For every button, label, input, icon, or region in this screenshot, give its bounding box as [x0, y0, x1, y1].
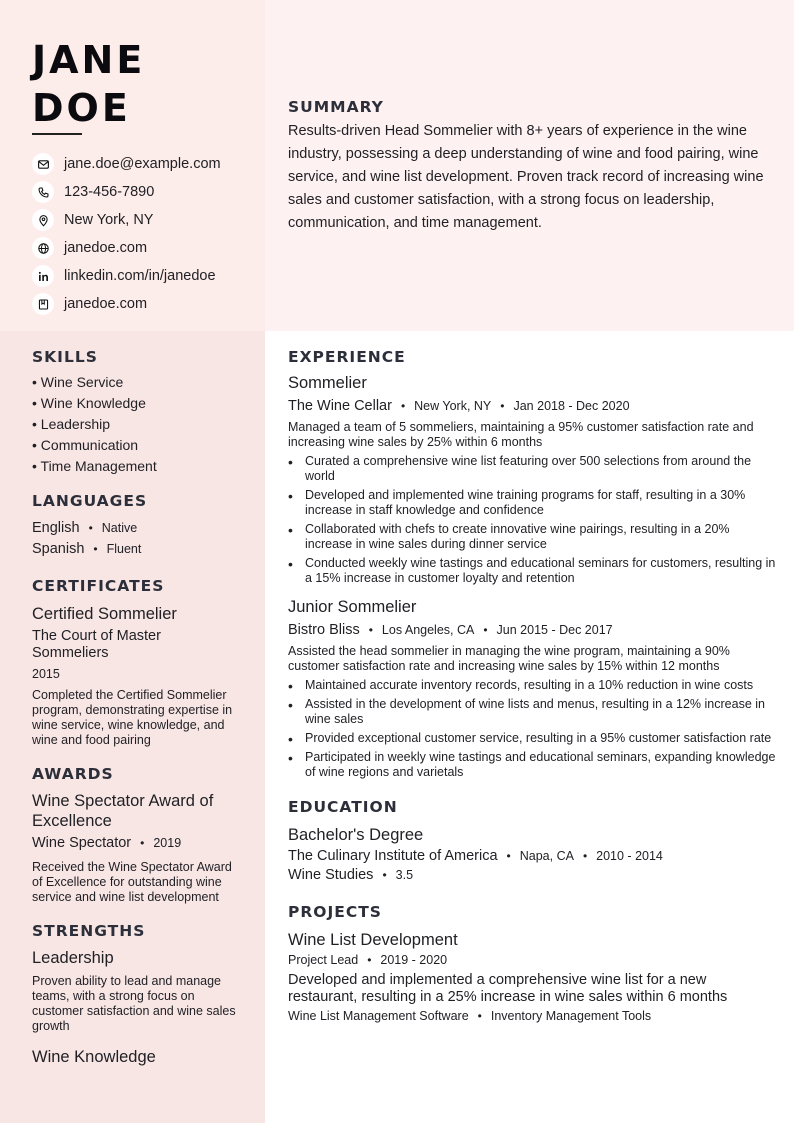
- awards-title: AWARDS: [32, 765, 114, 783]
- skills-section: [32, 348, 237, 477]
- certificate-description: Completed the Certified Sommelier program, demonstrating expertise in wine service, wine knowledge, and wine and food pairing: [32, 688, 233, 747]
- job-entry: [288, 596, 778, 780]
- list-item: • Time Management: [32, 458, 157, 474]
- project-dates: 2019 - 2020: [380, 953, 448, 967]
- list-item: • Collaborated with chefs to create innovative wine pairings, resulting in a 20% increase in wine sales during dinner service: [288, 522, 778, 552]
- language-name: English: [32, 520, 80, 536]
- contact-portfolio[interactable]: [32, 290, 221, 318]
- project-tool: Wine List Management Software: [288, 1009, 469, 1023]
- contact-email-text: jane.doe@example.com: [64, 156, 221, 172]
- strengths-section: [32, 922, 237, 1067]
- job-summary: Assisted the head sommelier in managing the wine program, maintaining a 90% customer satisfaction rate and increasing wine sales by 15% within 12 months: [288, 644, 730, 673]
- globe-icon: [32, 237, 54, 259]
- experience-title: EXPERIENCE: [288, 348, 406, 366]
- list-item: • Participated in weekly wine tastings and educational seminars, expanding knowledge of wine regions and varietals: [288, 750, 778, 780]
- education-section: [288, 798, 778, 883]
- list-item: • Wine Knowledge: [32, 395, 146, 411]
- education-meta: The Culinary Institute of America • Napa, CA • 2010 - 2014: [288, 848, 663, 864]
- list-item: • Developed and implemented wine training programs for staff, resulting in a 30% increase in staff knowledge and confidence: [288, 488, 778, 518]
- summary-title: SUMMARY: [288, 98, 384, 116]
- education-gpa: 3.5: [395, 868, 414, 882]
- job-dates: Jan 2018 - Dec 2020: [513, 399, 630, 413]
- contact-website[interactable]: [32, 234, 221, 262]
- language-level: Native: [101, 521, 138, 535]
- project-tools: Wine List Management Software • Inventory Management Tools: [288, 1009, 652, 1023]
- list-item: • Conducted weekly wine tastings and educational seminars for customers, resulting in a 15% increase in customer loyalty and retention: [288, 556, 778, 586]
- name-divider: [32, 133, 82, 135]
- strengths-title: STRENGTHS: [32, 922, 146, 940]
- certificate-year: 2015: [32, 667, 60, 681]
- contact-linkedin[interactable]: [32, 262, 221, 290]
- award-name: Wine Spectator Award of Excellence: [32, 792, 214, 830]
- list-item: • Maintained accurate inventory records, resulting in a 10% reduction in wine costs: [288, 678, 778, 693]
- contact-email[interactable]: [32, 150, 221, 178]
- last-name: DOE: [32, 86, 131, 130]
- contact-location: [32, 206, 221, 234]
- strength-description: Proven ability to lead and manage teams, with a strong focus on customer satisfaction and wine sales growth: [32, 974, 236, 1033]
- project-description: Developed and implemented a comprehensive wine list for a new restaurant, resulting in a 25% increase in wine sales within 6 months: [288, 972, 728, 1005]
- certificate-name: Certified Sommelier: [32, 605, 177, 623]
- list-item: • Communication: [32, 437, 139, 453]
- language-row: Spanish • Fluent: [32, 539, 237, 560]
- bookmark-icon: [32, 293, 54, 315]
- education-dates: 2010 - 2014: [596, 849, 663, 863]
- list-item: • Leadership: [32, 416, 111, 432]
- job-dates: Jun 2015 - Dec 2017: [496, 623, 613, 637]
- project-name: Wine List Development: [288, 931, 458, 949]
- award-description: Received the Wine Spectator Award of Excellence for outstanding wine service and wine list development: [32, 860, 232, 904]
- education-location: Napa, CA: [519, 849, 574, 863]
- award-issuer: Wine Spectator: [32, 835, 132, 851]
- strength-name: Leadership: [32, 949, 114, 967]
- job-bullets: [288, 678, 778, 780]
- award-meta: Wine Spectator • 2019: [32, 833, 237, 854]
- education-field: Wine Studies: [288, 867, 374, 883]
- job-location: New York, NY: [414, 399, 492, 413]
- project-tool: Inventory Management Tools: [490, 1009, 652, 1023]
- job-company: Bistro Bliss: [288, 622, 360, 638]
- job-location: Los Angeles, CA: [381, 623, 475, 637]
- summary-text: Results-driven Head Sommelier with 8+ years of experience in the wine industry, possessing a deep understanding of wine and food pairing, wine service, and wine list development. Proven track record of increasing wine sales and customer satisfaction, with a strong focus on leadership, communication, and time management.: [288, 123, 764, 231]
- list-item: • Assisted in the development of wine lists and menus, resulting in a 12% increase in wine sales: [288, 697, 778, 727]
- language-row: English • Native: [32, 518, 237, 539]
- contact-linkedin-text: linkedin.com/in/janedoe: [64, 268, 216, 284]
- certificate-issuer: The Court of Master Sommeliers: [32, 628, 161, 661]
- contact-website-text: janedoe.com: [64, 240, 148, 256]
- contact-location-text: New York, NY: [64, 212, 154, 228]
- list-item: • Wine Service: [32, 374, 124, 390]
- education-school: The Culinary Institute of America: [288, 848, 498, 864]
- projects-section: [288, 903, 778, 1023]
- contact-list: [32, 150, 221, 318]
- language-level: Fluent: [106, 542, 142, 556]
- job-meta: The Wine Cellar • New York, NY • Jan 2018 - Dec 2020: [288, 398, 630, 414]
- phone-icon: [32, 181, 54, 203]
- location-pin-icon: [32, 209, 54, 231]
- skills-list: [32, 372, 237, 477]
- education-degree: Bachelor's Degree: [288, 826, 424, 844]
- language-name: Spanish: [32, 541, 85, 557]
- job-meta: Bistro Bliss • Los Angeles, CA • Jun 2015 - Dec 2017: [288, 622, 613, 638]
- experience-section: [288, 348, 778, 780]
- first-name: JANE: [32, 38, 146, 82]
- projects-title: PROJECTS: [288, 903, 382, 921]
- email-icon: [32, 153, 54, 175]
- job-title: Junior Sommelier: [288, 598, 417, 616]
- education-title: EDUCATION: [288, 798, 398, 816]
- summary-section: [288, 98, 778, 235]
- job-bullets: [288, 454, 778, 586]
- linkedin-icon: [32, 265, 54, 287]
- job-entry: [288, 372, 778, 586]
- certificates-section: [32, 577, 237, 748]
- certificates-title: CERTIFICATES: [32, 577, 165, 595]
- award-year: 2019: [153, 836, 182, 850]
- contact-phone-text: 123-456-7890: [64, 184, 155, 200]
- education-field-row: Wine Studies • 3.5: [288, 867, 414, 883]
- job-summary: Managed a team of 5 sommeliers, maintaining a 95% customer satisfaction rate and increasing wine sales by 25% within 6 months: [288, 420, 754, 449]
- languages-title: LANGUAGES: [32, 492, 148, 510]
- awards-section: [32, 765, 237, 905]
- skills-title: SKILLS: [32, 348, 98, 366]
- list-item: • Provided exceptional customer service, resulting in a 95% customer satisfaction rate: [288, 731, 778, 746]
- project-meta: Project Lead • 2019 - 2020: [288, 953, 448, 967]
- sidebar-content: [32, 348, 237, 1067]
- candidate-name: [32, 36, 252, 132]
- contact-portfolio-text: janedoe.com: [64, 296, 148, 312]
- job-company: The Wine Cellar: [288, 398, 392, 414]
- job-title: Sommelier: [288, 374, 367, 392]
- main-content: [288, 348, 778, 1023]
- list-item: • Curated a comprehensive wine list featuring over 500 selections from around the world: [288, 454, 778, 484]
- strength-name: Wine Knowledge: [32, 1048, 156, 1066]
- languages-section: [32, 492, 237, 560]
- contact-phone[interactable]: [32, 178, 221, 206]
- project-role: Project Lead: [288, 953, 359, 967]
